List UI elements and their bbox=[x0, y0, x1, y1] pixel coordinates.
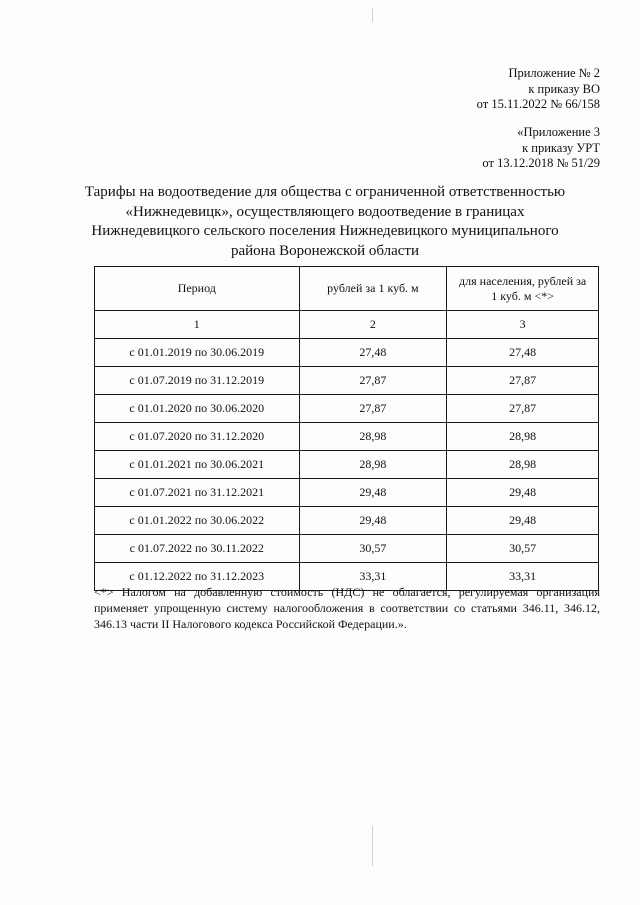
table-row bbox=[95, 507, 599, 535]
column-number: 1 bbox=[95, 311, 300, 339]
column-number-row bbox=[95, 311, 599, 339]
rate-cell: 30,57 bbox=[299, 535, 447, 563]
header-population-line: для населения, рублей за bbox=[459, 273, 587, 288]
table-row bbox=[95, 479, 599, 507]
table-row bbox=[95, 367, 599, 395]
period-cell: с 01.01.2020 по 30.06.2020 bbox=[95, 395, 300, 423]
period-cell: с 01.07.2020 по 31.12.2020 bbox=[95, 423, 300, 451]
population-rate-cell: 27,48 bbox=[447, 339, 599, 367]
population-rate-cell: 30,57 bbox=[447, 535, 599, 563]
title-line: Тарифы на водоотведение для общества с ограниченной ответственностью bbox=[84, 184, 566, 200]
rate-cell: 29,48 bbox=[299, 479, 447, 507]
population-rate-cell: 28,98 bbox=[447, 423, 599, 451]
table-row bbox=[95, 339, 599, 367]
appendix-number: Приложение № 2 bbox=[508, 66, 600, 80]
period-cell: с 01.07.2021 по 31.12.2021 bbox=[95, 479, 300, 507]
period-cell: с 01.12.2022 по 31.12.2023 bbox=[95, 563, 300, 591]
title-line: района Воронежской области bbox=[230, 242, 419, 259]
rate-cell: 27,87 bbox=[299, 367, 447, 395]
appendix-date: от 15.11.2022 № 66/158 bbox=[476, 97, 600, 111]
title-line: Нижнедевицкого сельского поселения Нижнедевицкого муниципального bbox=[91, 223, 559, 239]
period-cell: с 01.07.2022 по 30.11.2022 bbox=[95, 535, 300, 563]
population-rate-cell: 29,48 bbox=[447, 507, 599, 535]
table-header-row bbox=[95, 267, 599, 311]
table-row bbox=[95, 451, 599, 479]
header-period: Период bbox=[95, 267, 300, 311]
appendix-order: к приказу ВО bbox=[528, 81, 600, 96]
rate-cell: 29,48 bbox=[299, 507, 447, 535]
title-line: «Нижнедевицк», осуществляющего водоотведение в границах bbox=[125, 203, 525, 220]
population-rate-cell: 33,31 bbox=[447, 563, 599, 591]
appendix-header-original bbox=[482, 125, 600, 172]
population-rate-cell: 29,48 bbox=[447, 479, 599, 507]
rate-cell: 27,87 bbox=[299, 395, 447, 423]
table-row bbox=[95, 423, 599, 451]
rate-cell: 27,48 bbox=[299, 339, 447, 367]
column-number: 3 bbox=[447, 311, 599, 339]
population-rate-cell: 28,98 bbox=[447, 451, 599, 479]
tax-footnote: <*> Налогом на добавленную стоимость (НДС) не облагается, регулируемая организация применяет упрощенную систему налогообложения в соответствии со статьями 346.11, 346.12, 346.13 части II Налогового кодекса Российской Федерации.». bbox=[94, 585, 600, 631]
appendix-date: от 13.12.2018 № 51/29 bbox=[482, 156, 600, 170]
period-cell: с 01.07.2019 по 31.12.2019 bbox=[95, 367, 300, 395]
scan-mark-bottom bbox=[372, 826, 373, 866]
population-rate-cell: 27,87 bbox=[447, 395, 599, 423]
header-population-line: 1 куб. м <*> bbox=[491, 288, 554, 303]
header-population-rate bbox=[447, 267, 599, 311]
period-cell: с 01.01.2019 по 30.06.2019 bbox=[95, 339, 300, 367]
population-rate-cell: 27,87 bbox=[447, 367, 599, 395]
rate-cell: 28,98 bbox=[299, 451, 447, 479]
period-cell: с 01.01.2021 по 30.06.2021 bbox=[95, 451, 300, 479]
rate-cell: 28,98 bbox=[299, 423, 447, 451]
header-rate: рублей за 1 куб. м bbox=[299, 267, 447, 311]
tariff-table bbox=[94, 266, 599, 591]
column-number: 2 bbox=[299, 311, 447, 339]
document-title bbox=[60, 183, 590, 261]
scan-mark-top bbox=[372, 8, 373, 22]
appendix-header-current bbox=[477, 66, 600, 113]
table-row bbox=[95, 395, 599, 423]
appendix-order: к приказу УРТ bbox=[522, 140, 600, 155]
appendix-number: «Приложение 3 bbox=[517, 125, 600, 139]
period-cell: с 01.01.2022 по 30.06.2022 bbox=[95, 507, 300, 535]
table-row bbox=[95, 535, 599, 563]
rate-cell: 33,31 bbox=[299, 563, 447, 591]
